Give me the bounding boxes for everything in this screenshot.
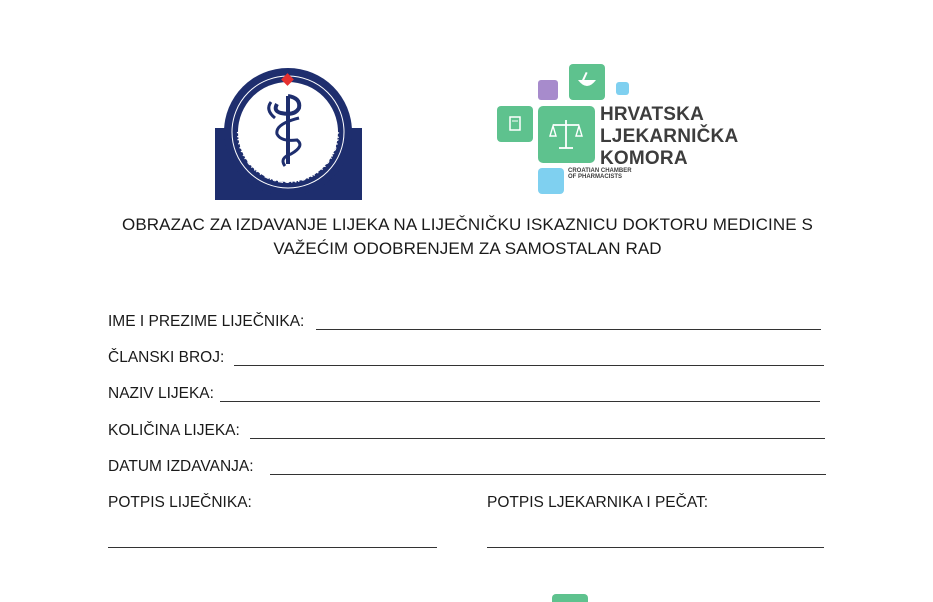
doctor-name-line[interactable]: [316, 329, 821, 330]
form-title-line-1: OBRAZAC ZA IZDAVANJE LIJEKA NA LIJEČNIČKU ISKAZNICU DOKTORU MEDICINE S: [122, 215, 813, 234]
member-number-label: ČLANSKI BROJ:: [108, 349, 225, 366]
drug-quantity-label: KOLIČINA LIJEKA:: [108, 422, 240, 439]
hlk-ring-text: HRVATSKA LIJEČNIČKA KOMORA: [234, 130, 342, 186]
hlk-logo: [215, 66, 362, 200]
pharmacist-signature-label: POTPIS LJEKARNIKA I PEČAT:: [487, 494, 709, 511]
pharmacist-signature-line[interactable]: [487, 547, 824, 548]
doctor-signature-label: POTPIS LIJEČNIKA:: [108, 494, 252, 511]
form-title: [95, 213, 840, 261]
drug-name-line[interactable]: [220, 401, 820, 402]
form-title-line-2: VAŽEĆIM ODOBRENJEM ZA SAMOSTALAN RAD: [273, 239, 662, 258]
hljk-name-line: LJEKARNIČKA: [600, 126, 739, 147]
drug-name-label: NAZIV LIJEKA:: [108, 385, 214, 402]
issue-date-line[interactable]: [270, 474, 826, 475]
hljk-subtitle: [568, 168, 648, 180]
hljk-name-line: KOMORA: [600, 148, 688, 169]
issue-date-label: DATUM IZDAVANJA:: [108, 458, 254, 475]
next-page-logo-fragment: [552, 594, 588, 602]
hljk-subtitle-line: CROATIAN CHAMBER: [568, 168, 632, 174]
doctor-signature-line[interactable]: [108, 547, 437, 548]
drug-quantity-line[interactable]: [250, 438, 825, 439]
hljk-name: [600, 104, 738, 170]
doctor-name-label: IME I PREZIME LIJEČNIKA:: [108, 313, 305, 330]
hljk-name-line: HRVATSKA: [600, 104, 704, 125]
hljk-subtitle-line: OF PHARMACISTS: [568, 174, 622, 180]
member-number-line[interactable]: [234, 365, 824, 366]
